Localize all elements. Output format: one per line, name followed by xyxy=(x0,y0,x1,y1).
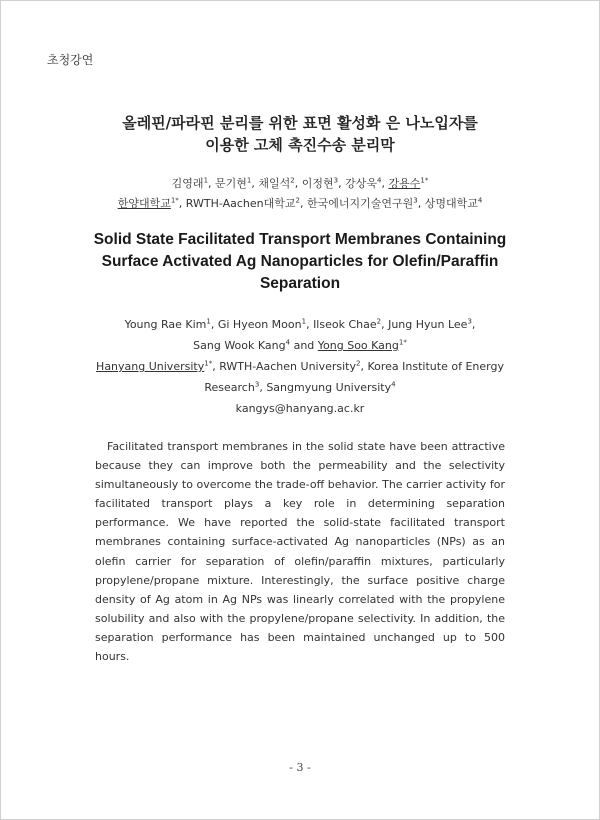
english-author: Ilseok Chae xyxy=(313,318,377,331)
english-author-sup: 1* xyxy=(398,338,407,347)
korean-author: 문기현 xyxy=(215,177,247,190)
korean-affiliation: 상명대학교 xyxy=(424,197,478,210)
abstract-text: Facilitated transport membranes in the solid state have been attractive because they can improve both the permeability and the selectivity simultaneously to overcome the trade-off behavior. The carrier activity for facilitated transport plays a key role in determining separation performance. We have reported the solid-state facilitated transport membranes containing surface-activated Ag nanoparticles (NPs) as an olefin carrier for separation of olefin/paraffin mixtures, particularly propylene/propane mixture. Interestingly, the surface positive charge density of Ag atom in Ag NPs was linearly correlated with the propylene solubility and also with the propylene/propane selectivity. In addition, the separation performance has been maintained unchanged up to 500 hours. xyxy=(95,440,505,664)
english-title-line-2: Surface Activated Ag Nanoparticles for Olefin/Paraffin xyxy=(101,253,499,270)
korean-affiliation-sup: 4 xyxy=(477,196,483,205)
korean-affiliation-sup: 2 xyxy=(295,196,300,205)
english-affiliation: Sangmyung University xyxy=(266,381,392,394)
korean-affiliation-list: 한양대학교$^{1*}$, RWTH-Aachen대학교$^2$, 한국에너지기술연구원$^3$, 상명대학교$^4$ xyxy=(117,196,483,210)
page-number: - 3 - xyxy=(289,761,311,774)
english-affiliation: Korea Institute of Energy Research xyxy=(204,360,504,394)
korean-author-sup: 4 xyxy=(377,176,382,185)
english-author-sup: 2 xyxy=(376,317,382,326)
korean-corresponding-author: 강용수 xyxy=(388,177,421,190)
english-author: Gi Hyeon Moon xyxy=(217,318,302,331)
korean-author: 김영래 xyxy=(171,177,204,190)
korean-affiliation: 한국에너지기술연구원 xyxy=(306,197,414,210)
english-title-line-3: Separation xyxy=(259,275,341,292)
korean-author: 이정현 xyxy=(301,177,334,190)
korean-author-list: 김영래$^1$, 문기현$^1$, 채일석$^2$, 이정현$^3$, 강상욱$^4$, 강용수$^{1*}$ xyxy=(171,176,429,190)
english-author: Young Rae Kim xyxy=(124,318,207,331)
english-author-line-1: Young Rae Kim$^1$, Gi Hyeon Moon$^1$, Ilseok Chae$^2$, Jung Hyun Lee$^3$, xyxy=(124,317,476,331)
english-affiliation-sup: 3 xyxy=(254,380,260,389)
korean-author: 채일석 xyxy=(258,177,291,190)
english-affiliation-sup: 1* xyxy=(204,359,213,368)
english-corresponding-author: Yong Soo Kang xyxy=(317,339,399,352)
english-title-line-1: Solid State Facilitated Transport Membranes Containing xyxy=(93,231,507,248)
korean-author-sup: 1 xyxy=(246,176,252,185)
english-title xyxy=(70,229,530,295)
english-author-sup: 3 xyxy=(467,317,472,326)
korean-affiliation: RWTH-Aachen대학교 xyxy=(185,197,296,210)
english-affiliation-line-1: Hanyang University$^{1*}$, RWTH-Aachen University$^2$, Korea Institute of Energy Research$^3$, Sangmyung University$^4$ xyxy=(96,359,504,394)
korean-affiliation: 한양대학교 xyxy=(117,197,171,210)
english-affiliation: Hanyang University xyxy=(96,360,205,373)
english-author-line-2 xyxy=(70,335,530,356)
korean-author-sup: 1 xyxy=(203,176,209,185)
english-author-sup: 1 xyxy=(206,317,211,326)
english-and: and xyxy=(293,339,315,352)
korean-author-block xyxy=(60,174,540,214)
korean-author-sup: 1* xyxy=(420,176,429,185)
korean-author-sup: 3 xyxy=(333,176,339,185)
english-author-block xyxy=(70,314,530,398)
english-author-sup: 4 xyxy=(285,338,291,347)
korean-title xyxy=(60,112,540,156)
english-affiliation-sup: 2 xyxy=(356,359,361,368)
contact-email: kangys@hanyang.ac.kr xyxy=(235,402,365,415)
english-affiliation-sup: 4 xyxy=(391,380,396,389)
english-author-sup: 1 xyxy=(301,317,307,326)
english-affiliation: RWTH-Aachen University xyxy=(219,360,357,373)
korean-author-sup: 2 xyxy=(290,176,295,185)
korean-affiliation-sup: 1* xyxy=(170,196,179,205)
english-author: Sang Wook Kang xyxy=(193,339,286,352)
korean-title-line-2: 이용한 고체 촉진수송 분리막 xyxy=(205,136,395,154)
korean-affiliation-sup: 3 xyxy=(413,196,418,205)
session-tag: 초청강연 xyxy=(47,53,94,67)
korean-author: 강상욱 xyxy=(345,177,377,190)
korean-title-line-1: 올레핀/파라핀 분리를 위한 표면 활성화 은 나노입자를 xyxy=(122,114,478,132)
english-author: Jung Hyun Lee xyxy=(388,318,468,331)
